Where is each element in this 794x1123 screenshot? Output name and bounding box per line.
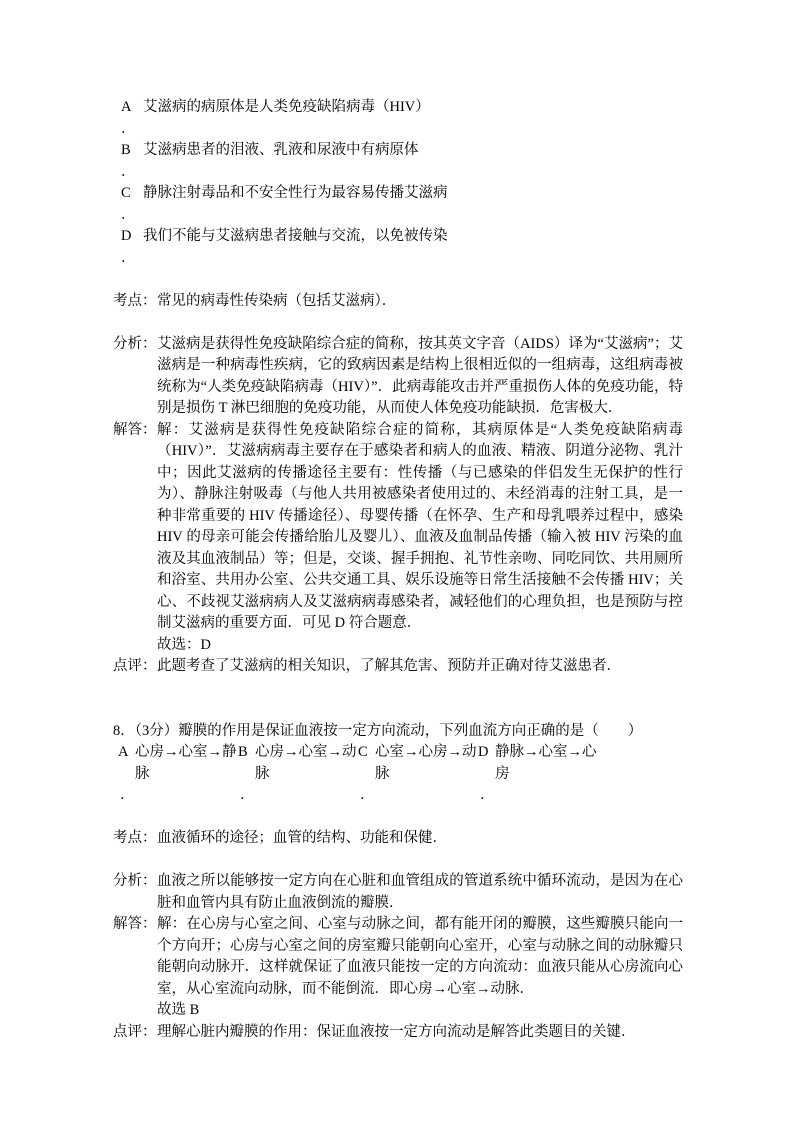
section-paragraph: 艾滋病是获得性免疫缺陷综合症的简称，按其英文字音（AIDS）译为“艾滋病”；艾滋病是一种病毒性疾病，它的致病因素是结构上很相近似的一组病毒，这组病毒被统称为“人类免疫缺陷病毒（HIV）”．此病毒能攻击并严重损伤人体的免疫功能，特别是损伤 T 淋巴细胞的免疫功能，从而使人体免疫功能缺损．危害极大．	[157, 335, 683, 416]
section-body	[157, 914, 683, 1022]
option-text: 静脉注射毒品和不安全性行为最容易传播艾滋病	[143, 185, 448, 201]
option-letter: A	[121, 99, 132, 115]
option-b	[238, 742, 358, 785]
section-body	[157, 1022, 683, 1044]
option-row-c	[113, 183, 683, 205]
option-row-b	[113, 140, 683, 162]
option-text: 我们不能与艾滋病患者接触与交流，以免被传染	[143, 228, 448, 244]
option-letter: C	[358, 744, 368, 760]
option-dot: ．	[480, 787, 495, 803]
q8-section-dianping	[113, 1022, 683, 1044]
option-row-d	[113, 226, 683, 248]
option-letter: C	[121, 185, 131, 201]
section-paragraph: 常见的病毒性传染病（包括艾滋病）．	[157, 292, 397, 309]
option-letter: B	[238, 744, 248, 760]
section-body	[157, 871, 683, 914]
option-letter: D	[478, 744, 489, 760]
question8-title: 8．（3分）瓣膜的作用是保证血液按一定方向流动，下列血流方向正确的是（ ）	[113, 722, 643, 739]
option-text: 心房→心室→静脉	[135, 744, 237, 782]
section-label: 解答：	[113, 421, 157, 438]
option-letter: A	[118, 744, 129, 760]
section-paragraph: 此题考查了艾滋病的相关知识，了解其危害、预防并正确对待艾滋患者．	[157, 658, 621, 674]
section-paragraph: 解：在心房与心室之间、心室与动脉之间，都有能开闭的瓣膜，这些瓣膜只能向一个方向开；心房与心室之间的房室瓣只能朝向心室开，心室与动脉之间的动脉瓣只能朝向动脉开．这样就保证了血液只能按一定的方向流动：血液只能从心房流向心室，从心室流向动脉，而不能倒流．即心房→心室→动脉．	[157, 916, 683, 997]
section-label: 分析：	[113, 335, 157, 352]
section-body	[157, 291, 683, 313]
option-dot: ．	[121, 249, 136, 266]
answer-choice-line: 故选 B	[157, 1002, 200, 1018]
option-dot: ．	[121, 163, 136, 180]
option-dot: ．	[121, 206, 136, 223]
section-paragraph: 血液之所以能够按一定方向在心脏和血管组成的管道系统中循环流动，是因为在心脏和血管内具有防止血液倒流的瓣膜．	[157, 873, 683, 911]
section-label: 考点：	[113, 292, 157, 309]
section-body	[157, 656, 683, 678]
option-dot: ．	[121, 120, 136, 137]
document-content	[113, 97, 683, 1043]
section-label: 解答：	[113, 916, 157, 932]
option-letter: D	[121, 228, 132, 244]
option-a	[118, 742, 238, 785]
option-text: 艾滋病的病原体是人类免疫缺陷病毒（HIV）	[143, 99, 430, 115]
section-paragraph: 解：艾滋病是获得性免疫缺陷综合症的简称，其病原体是“人类免疫缺陷病毒（HIV）”．艾滋病病毒主要存在于感染者和病人的血液、精液、阴道分泌物、乳汁中；因此艾滋病的传播途径主要有：性传播（与已感染的伴侣发生无保护的性行为）、静脉注射吸毒（与他人共用被感染者使用过的、未经消毒的注射工具，是一种非常重要的 HIV 传播途径）、母婴传播（在怀孕、生产和母乳喂养过程中，感染 HIV 的母亲可能会传播给胎儿及婴儿）、血液及血制品传播（输入被 HIV 污染的血液及其血液制品）等；但是，交谈、握手拥抱、礼节性亲吻、同吃同饮、共用厕所和浴室、共用办公室、公共交通工具、娱乐设施等日常生活接触不会传播 HIV；关心、不歧视艾滋病病人及艾滋病病毒感染者，减轻他们的心理负担，也是预防与控制艾滋病的重要方面．可见 D 符合题意．	[157, 421, 683, 631]
section-label: 点评：	[113, 1023, 157, 1040]
question7-options	[113, 97, 683, 269]
q7-section-jieda	[113, 420, 683, 657]
option-d	[478, 742, 598, 785]
option-c	[358, 742, 478, 785]
section-body	[157, 334, 683, 420]
option-text: 静脉→心室→心房	[495, 744, 597, 782]
section-paragraph: 血液循环的途径；血管的结构、功能和保健．	[157, 830, 447, 846]
option-text: 心房→心室→动脉	[255, 744, 357, 782]
q8-section-fenxi	[113, 871, 683, 914]
option-dot: ．	[360, 787, 375, 803]
section-label: 考点：	[113, 830, 157, 846]
option-row-a	[113, 97, 683, 119]
section-body	[157, 828, 683, 850]
option-dot: ．	[120, 787, 135, 803]
option-letter: B	[121, 142, 131, 158]
q8-section-jieda	[113, 914, 683, 1022]
q7-section-fenxi	[113, 334, 683, 420]
q7-section-kaodian	[113, 291, 683, 313]
section-body	[157, 420, 683, 657]
section-label: 分析：	[113, 873, 157, 889]
section-paragraph: 理解心脏内瓣膜的作用：保证血液按一定方向流动是解答此类题目的关键．	[157, 1023, 636, 1040]
question8-option-dots	[113, 785, 683, 807]
q8-section-kaodian	[113, 828, 683, 850]
question8-options	[113, 742, 683, 785]
option-text: 艾滋病患者的泪液、乳液和尿液中有病原体	[143, 142, 419, 158]
option-dot: ．	[240, 787, 255, 803]
option-text: 心室→心房→动脉	[375, 744, 477, 782]
answer-choice-line: 故选：D	[157, 636, 211, 653]
q7-section-dianping	[113, 656, 683, 678]
section-label: 点评：	[113, 658, 157, 674]
